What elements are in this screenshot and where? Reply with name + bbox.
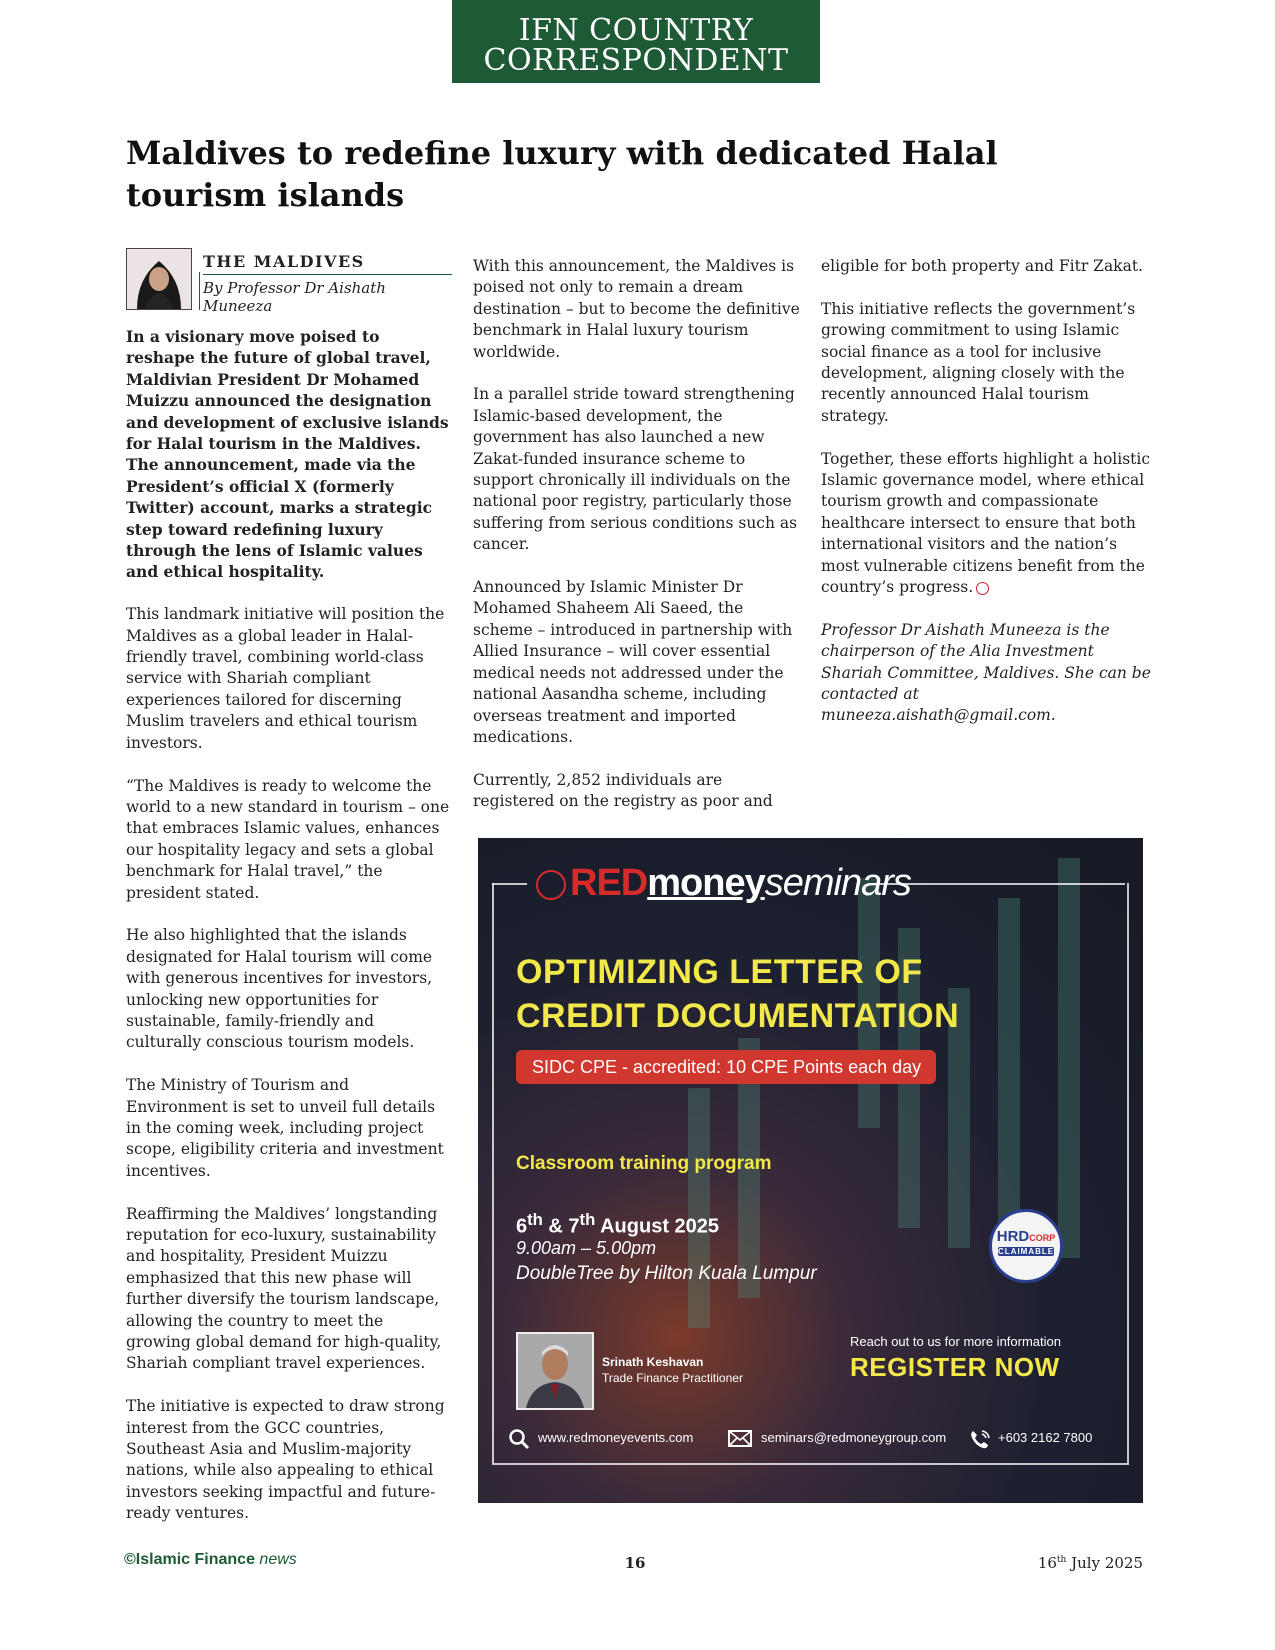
speaker-photo	[516, 1332, 594, 1410]
author-bio: Professor Dr Aishath Muneeza is the chairperson of the Alia Investment Shariah Committee, Maldives. She can be contacted at muneeza.aishath@gmail.com.	[821, 620, 1151, 725]
banner-line2: CORRESPONDENT	[483, 43, 789, 78]
paragraph: This landmark initiative will position the Maldives as a global leader in Halal-friendly travel, combining world-class service with Shariah compliant experiences tailored for discerning Muslim travelers and ethical tourism investors.	[126, 605, 445, 752]
author-divider	[199, 272, 200, 310]
badge-hrd: HRD	[996, 1228, 1030, 1245]
ad-contact-bar	[508, 1426, 1118, 1450]
paragraph: With this announcement, the Maldives is poised not only to remain a dream destination – but to become the definitive benchmark in Halal luxury tourism worldwide.	[473, 257, 800, 361]
lead-paragraph: In a visionary move poised to reshape the future of global travel, Maldivian President Dr Mohamed Muizzu announced the designation and development of exclusive islands for Halal tourism in the Maldives. The announcement, made via the President’s official X (formerly Twitter) account, marks a strategic step toward redefining luxury through the lens of Islamic values and ethical hospitality.	[126, 327, 449, 582]
paragraph-text: Together, these efforts highlight a holistic Islamic governance model, where ethical tourism growth and compassionate healthcare intersect to ensure that both international visitors and the nation’s most vulnerable citizens benefit from the country’s progress.	[821, 449, 1151, 597]
date-part: 6	[516, 1215, 528, 1238]
badge-main	[992, 1228, 1060, 1245]
email-link[interactable]: seminars@redmoneygroup.com	[761, 1430, 947, 1445]
mail-icon	[728, 1428, 752, 1448]
accreditation-badge: SIDC CPE - accredited: 10 CPE Points each day	[516, 1050, 936, 1084]
date-suffix: th	[527, 1210, 543, 1229]
page-number: 16	[624, 1554, 646, 1572]
author-portrait-icon	[127, 249, 191, 309]
hrd-corp-claimable-badge	[989, 1209, 1063, 1283]
contact-prompt: Reach out to us for more information	[850, 1334, 1061, 1349]
paragraph: The Ministry of Tourism and Environment is set to unveil full details in the coming week, including project scope, eligibility criteria and investment incentives.	[126, 1076, 444, 1180]
publication-name: Islamic Finance	[135, 1551, 255, 1568]
date-suffix: th	[579, 1210, 596, 1229]
date-suffix: th	[1056, 1555, 1067, 1565]
section-banner	[452, 0, 820, 83]
phone-icon	[968, 1428, 992, 1450]
paragraph: Currently, 2,852 individuals are registered on the registry as poor and	[473, 770, 773, 811]
event-date	[516, 1210, 719, 1239]
paragraph: eligible for both property and Fitr Zakat.	[821, 257, 1143, 275]
redmoney-seminars-logo	[536, 862, 911, 905]
copyright-symbol: ©	[124, 1551, 136, 1568]
date-part: & 7	[542, 1215, 580, 1238]
paragraph: “The Maldives is ready to welcome the world to a new standard in tourism – one that embraces Islamic values, enhances our hospitality legacy and sets a global benchmark for Halal travel,” the president stated.	[126, 776, 450, 902]
search-icon	[508, 1428, 530, 1450]
publication-name-news: news	[259, 1551, 297, 1568]
brand-money: money	[647, 862, 765, 904]
ad-title	[516, 950, 1116, 1038]
paragraph: He also highlighted that the islands designated for Halal tourism will come with generous incentives for investors, unlocking new opportunities for sustainable, family-friendly and culturally conscious tourism models.	[126, 926, 433, 1052]
issue-date	[1000, 1554, 1143, 1572]
author-country: THE MALDIVES	[203, 252, 452, 275]
seminar-advertisement[interactable]	[478, 838, 1143, 1503]
date-day: 16	[1037, 1554, 1057, 1572]
date-rest: July 2025	[1066, 1554, 1143, 1572]
event-venue: DoubleTree by Hilton Kuala Lumpur	[516, 1263, 817, 1284]
publication-logo	[124, 1551, 297, 1569]
banner-line1: IFN COUNTRY	[518, 13, 754, 48]
paragraph: The initiative is expected to draw strong interest from the GCC countries, Southeast Asia and Muslim-majority nations, while also appealing to ethical investors seeking impactful and future-ready ventures.	[126, 1397, 445, 1523]
article-column-3	[821, 256, 1151, 748]
ad-title-line: CREDIT DOCUMENTATION	[516, 997, 960, 1035]
speaker-name: Srinath Keshavan	[602, 1355, 704, 1369]
paragraph: In a parallel stride toward strengthening Islamic-based development, the government has also launched a new Zakat-funded insurance scheme to support chronically ill individuals on the national poor registry, particularly those suffering from serious conditions such as cancer.	[473, 385, 798, 554]
paragraph: This initiative reflects the government’s growing commitment to using Islamic social finance as a tool for inclusive development, aligning closely with the recently announced Halal tourism strategy.	[821, 299, 1136, 425]
author-byline: By Professor Dr Aishath Muneeza	[203, 279, 386, 315]
phone-number[interactable]: +603 2162 7800	[998, 1430, 1093, 1445]
paragraph-with-endmark	[821, 449, 1151, 599]
date-part: August 2025	[595, 1215, 720, 1238]
article-headline: Maldives to redefine luxury with dedicated Halal tourism islands	[126, 134, 998, 214]
event-time: 9.00am – 5.00pm	[516, 1238, 657, 1258]
register-now-button[interactable]: REGISTER NOW	[850, 1352, 1060, 1382]
brand-red: RED	[570, 862, 648, 904]
article-column-2	[473, 256, 803, 834]
website-link[interactable]: www.redmoneyevents.com	[538, 1430, 694, 1445]
badge-claimable: CLAIMABLE	[998, 1247, 1055, 1256]
ad-frame-top	[492, 883, 527, 885]
speaker-portrait-icon	[518, 1334, 592, 1408]
paragraph: Reaffirming the Maldives’ longstanding reputation for eco-luxury, sustainability and hospitality, President Muizzu emphasized that this new phase will further diversify the tourism landscape, allowing the country to meet the growing global demand for high-quality, Shariah compliant travel experiences.	[126, 1204, 442, 1373]
article-column-1	[126, 326, 452, 1546]
author-photo	[126, 248, 192, 310]
paragraph: Announced by Islamic Minister Dr Mohamed Shaheem Ali Saeed, the scheme – introduced in partnership with Allied Insurance – will cover essential medical needs not addressed under the national Aasandha scheme, including overseas treatment and imported medications.	[473, 578, 793, 746]
badge-corp: CORP	[1029, 1233, 1056, 1243]
speaker-role: Trade Finance Practitioner	[602, 1371, 743, 1385]
redmoney-logo-icon	[536, 870, 566, 900]
ad-title-line: OPTIMIZING LETTER OF	[516, 953, 923, 991]
brand-seminars: seminars	[764, 862, 911, 904]
author-box	[126, 248, 452, 315]
end-mark-icon	[976, 582, 989, 595]
program-type: Classroom training program	[516, 1153, 772, 1174]
